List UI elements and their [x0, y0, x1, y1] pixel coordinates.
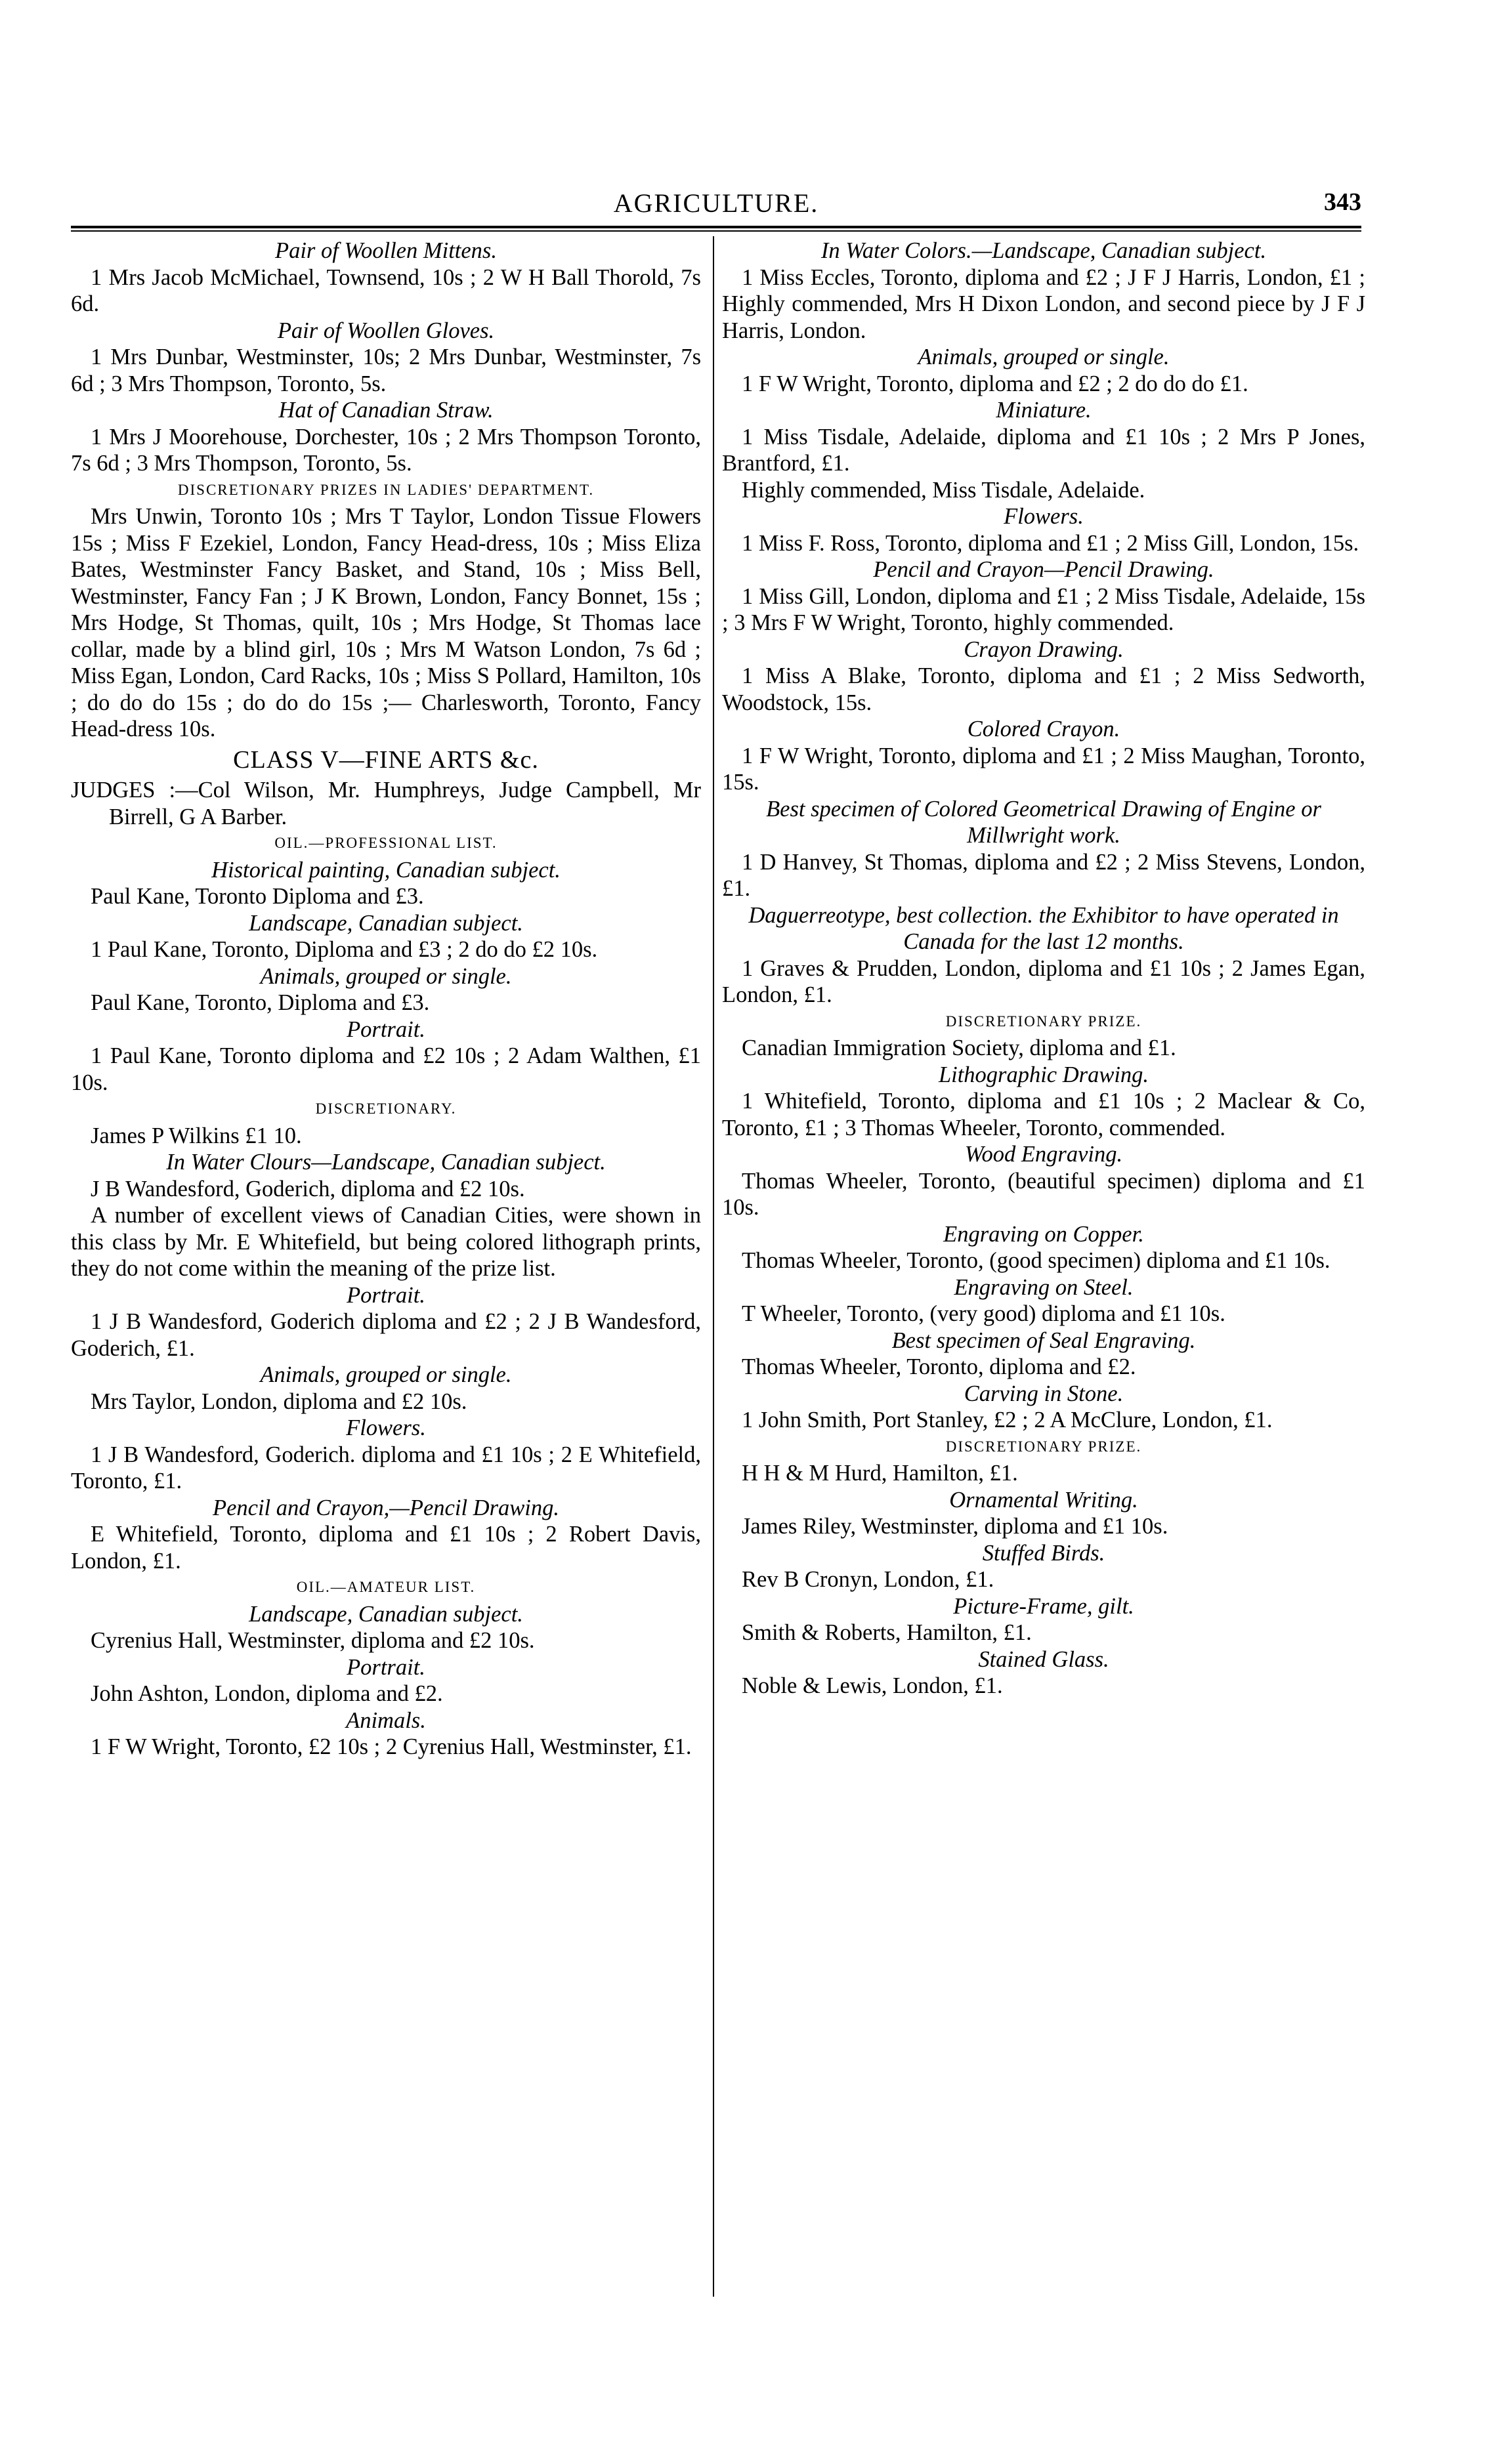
section-heading: Animals, grouped or single.	[918, 345, 1170, 369]
prize-entry: 1 J B Wandesford, Goderich diploma and £2 ; 2 J B Wandesford, Goderich, £1.	[71, 1309, 701, 1361]
prize-entry: Thomas Wheeler, Toronto, (beautiful specimen) diploma and £1 10s.	[722, 1168, 1365, 1220]
section-heading: Animals, grouped or single.	[260, 1362, 512, 1387]
prize-entry: Thomas Wheeler, Toronto, diploma and £2.	[742, 1354, 1136, 1379]
left-column	[71, 238, 701, 1761]
section-heading: Carving in Stone.	[964, 1381, 1124, 1406]
prize-entry: Mrs Taylor, London, diploma and £2 10s.	[91, 1389, 467, 1414]
column-divider	[713, 236, 714, 2297]
section-heading: Pencil and Crayon,—Pencil Drawing.	[213, 1495, 559, 1520]
category-heading: DISCRETIONARY PRIZE.	[945, 1013, 1142, 1030]
section-heading: Landscape, Canadian subject.	[249, 910, 523, 936]
prize-entry: Mrs Unwin, Toronto 10s ; Mrs T Taylor, London Tissue Flowers 15s ; Miss F Ezekiel, London, Fancy Head-dress, 10s ; Miss Eliza Bates, Westminster Fancy Basket, and Stand, 10s ; Miss Bell, Westminster, Fancy Fan ; J K Brown, London, Fancy Bonnet, 15s ; Mrs Hodge, St Thomas, quilt, 10s ; Mrs Hodge, St Thomas lace collar, made by a blind girl, 10s ; Mrs M Watson London, 7s 6d ; Miss Egan, London, Card Racks, 10s ; Miss S Pollard, Hamilton, 10s ; do do do 15s ; do do do 15s ;— Charlesworth, Toronto, Fancy Head-dress 10s.	[71, 504, 701, 741]
prize-entry: James P Wilkins £1 10.	[91, 1123, 302, 1148]
section-heading: Animals.	[346, 1707, 426, 1733]
header-rule	[71, 226, 1361, 232]
class-heading: CLASS V—FINE ARTS &c.	[233, 745, 539, 774]
section-heading: Miniature.	[996, 398, 1092, 423]
section-heading: In Water Colors.—Landscape, Canadian subject.	[820, 238, 1267, 263]
section-heading: Animals, grouped or single.	[260, 963, 512, 989]
prize-entry: 1 Miss F. Ross, Toronto, diploma and £1 ; 2 Miss Gill, London, 15s.	[742, 530, 1359, 556]
prize-entry: 1 Mrs J Moorehouse, Dorchester, 10s ; 2 Mrs Thompson Toronto, 7s 6d ; 3 Mrs Thompson, Toronto, 5s.	[71, 424, 701, 476]
section-heading: Landscape, Canadian subject.	[249, 1601, 523, 1627]
section-heading: Pair of Woollen Mittens.	[275, 238, 497, 263]
prize-entry: A number of excellent views of Canadian Cities, were shown in this class by Mr. E Whitefield, but being colored lithograph prints, they do not come within the meaning of the prize list.	[71, 1203, 701, 1281]
prize-entry: 1 D Hanvey, St Thomas, diploma and £2 ; 2 Miss Stevens, London, £1.	[722, 849, 1365, 901]
section-heading: Colored Crayon.	[967, 717, 1120, 741]
prize-entry: 1 Graves & Prudden, London, diploma and £1 10s ; 2 James Egan, London, £1.	[722, 955, 1365, 1007]
prize-entry: 1 Miss Gill, London, diploma and £1 ; 2 Miss Tisdale, Adelaide, 15s ; 3 Mrs F W Wright, Toronto, highly commended.	[722, 583, 1365, 635]
prize-entry: 1 J B Wandesford, Goderich. diploma and £1 10s ; 2 E Whitefield, Toronto, £1.	[71, 1442, 701, 1493]
section-heading: Pair of Woollen Gloves.	[277, 318, 495, 343]
prize-entry: John Ashton, London, diploma and £2.	[91, 1681, 443, 1706]
section-heading: Flowers.	[1004, 504, 1084, 529]
prize-entry: James Riley, Westminster, diploma and £1 10s.	[742, 1514, 1168, 1539]
section-heading: Portrait.	[347, 1282, 425, 1308]
prize-entry: 1 Miss Eccles, Toronto, diploma and £2 ; J F J Harris, London, £1 ; Highly commended, Mrs H Dixon London, and second piece by J F J Harris, London.	[722, 264, 1365, 343]
section-heading: Flowers.	[346, 1415, 426, 1440]
category-heading: DISCRETIONARY PRIZES IN LADIES' DEPARTMENT.	[177, 481, 595, 498]
section-heading: Hat of Canadian Straw.	[278, 398, 494, 423]
prize-entry: Cyrenius Hall, Westminster, diploma and £2 10s.	[91, 1628, 535, 1653]
section-heading: Best specimen of Seal Engraving.	[891, 1327, 1196, 1353]
section-heading: Best specimen of Colored Geometrical Drawing of Engine or Millwright work.	[766, 796, 1321, 848]
prize-entry: H H & M Hurd, Hamilton, £1.	[742, 1461, 1018, 1486]
prize-entry: Thomas Wheeler, Toronto, (good specimen) diploma and £1 10s.	[742, 1248, 1330, 1273]
prize-entry: Canadian Immigration Society, diploma and £1.	[742, 1035, 1176, 1060]
judges-names: Col Wilson, Mr. Humphreys, Judge Campbell, Mr Birrell, G A Barber.	[109, 778, 701, 829]
category-heading: OIL.—AMATEUR LIST.	[296, 1579, 476, 1595]
running-title: AGRICULTURE.	[613, 188, 819, 218]
section-heading: Portrait.	[347, 1016, 425, 1042]
section-heading: Lithographic Drawing.	[938, 1062, 1149, 1087]
category-heading: OIL.—PROFESSIONAL LIST.	[274, 835, 498, 851]
section-heading: Stuffed Birds.	[982, 1540, 1105, 1566]
prize-entry: T Wheeler, Toronto, (very good) diploma and £1 10s.	[742, 1301, 1225, 1326]
section-heading: Crayon Drawing.	[964, 637, 1124, 662]
prize-entry: Smith & Roberts, Hamilton, £1.	[742, 1620, 1032, 1645]
prize-entry: 1 John Smith, Port Stanley, £2 ; 2 A McClure, London, £1.	[742, 1408, 1273, 1432]
section-heading: Pencil and Crayon—Pencil Drawing.	[873, 557, 1214, 582]
section-heading: Historical painting, Canadian subject.	[211, 857, 561, 883]
prize-entry: 1 Paul Kane, Toronto, Diploma and £3 ; 2 do do £2 10s.	[91, 937, 598, 962]
section-heading: Engraving on Copper.	[943, 1221, 1144, 1247]
prize-entry: 1 Miss Tisdale, Adelaide, diploma and £1 10s ; 2 Mrs P Jones, Brantford, £1.	[722, 424, 1365, 476]
prize-entry: Highly commended, Miss Tisdale, Adelaide.	[742, 477, 1145, 503]
prize-entry: 1 Mrs Jacob McMichael, Townsend, 10s ; 2 W H Ball Thorold, 7s 6d.	[71, 264, 701, 316]
prize-entry: 1 Paul Kane, Toronto diploma and £2 10s ; 2 Adam Walthen, £1 10s.	[71, 1043, 701, 1095]
prize-entry: Noble & Lewis, London, £1.	[742, 1673, 1003, 1698]
category-heading: DISCRETIONARY.	[315, 1100, 457, 1117]
prize-entry: 1 Miss A Blake, Toronto, diploma and £1 ; 2 Miss Sedworth, Woodstock, 15s.	[722, 663, 1365, 715]
prize-entry: 1 F W Wright, Toronto, diploma and £2 ; 2 do do do £1.	[742, 371, 1248, 396]
section-heading: Engraving on Steel.	[954, 1274, 1134, 1300]
page-number: 343	[1324, 188, 1361, 216]
prize-entry: 1 F W Wright, Toronto, diploma and £1 ; 2 Miss Maughan, Toronto, 15s.	[722, 743, 1365, 795]
section-heading: Stained Glass.	[978, 1646, 1109, 1672]
right-column	[722, 238, 1365, 1700]
section-heading: Daguerreotype, best collection. the Exhibitor to have operated in Canada for the last 12 months.	[748, 902, 1339, 954]
judges-label: JUDGES :—	[71, 778, 198, 803]
page-header	[71, 182, 1361, 224]
section-heading: Picture-Frame, gilt.	[953, 1593, 1134, 1619]
judges-entry	[71, 777, 701, 830]
category-heading: DISCRETIONARY PRIZE.	[945, 1438, 1142, 1455]
section-heading: Ornamental Writing.	[949, 1487, 1138, 1513]
prize-entry: Paul Kane, Toronto Diploma and £3.	[91, 884, 424, 909]
prize-entry: J B Wandesford, Goderich, diploma and £2 10s.	[91, 1176, 525, 1201]
prize-entry: 1 Mrs Dunbar, Westminster, 10s; 2 Mrs Dunbar, Westminster, 7s 6d ; 3 Mrs Thompson, Toronto, 5s.	[71, 345, 701, 396]
prize-entry: Paul Kane, Toronto, Diploma and £3.	[91, 990, 430, 1015]
prize-entry: 1 Whitefield, Toronto, diploma and £1 10s ; 2 Maclear & Co, Toronto, £1 ; 3 Thomas Wheeler, Toronto, commended.	[722, 1089, 1365, 1140]
prize-entry: E Whitefield, Toronto, diploma and £1 10s ; 2 Robert Davis, London, £1.	[71, 1522, 701, 1574]
prize-entry: 1 F W Wright, Toronto, £2 10s ; 2 Cyrenius Hall, Westminster, £1.	[91, 1734, 692, 1759]
section-heading: In Water Clours—Landscape, Canadian subject.	[166, 1150, 606, 1175]
section-heading: Portrait.	[347, 1654, 425, 1680]
prize-entry: Rev B Cronyn, London, £1.	[742, 1567, 994, 1592]
section-heading: Wood Engraving.	[964, 1142, 1123, 1167]
